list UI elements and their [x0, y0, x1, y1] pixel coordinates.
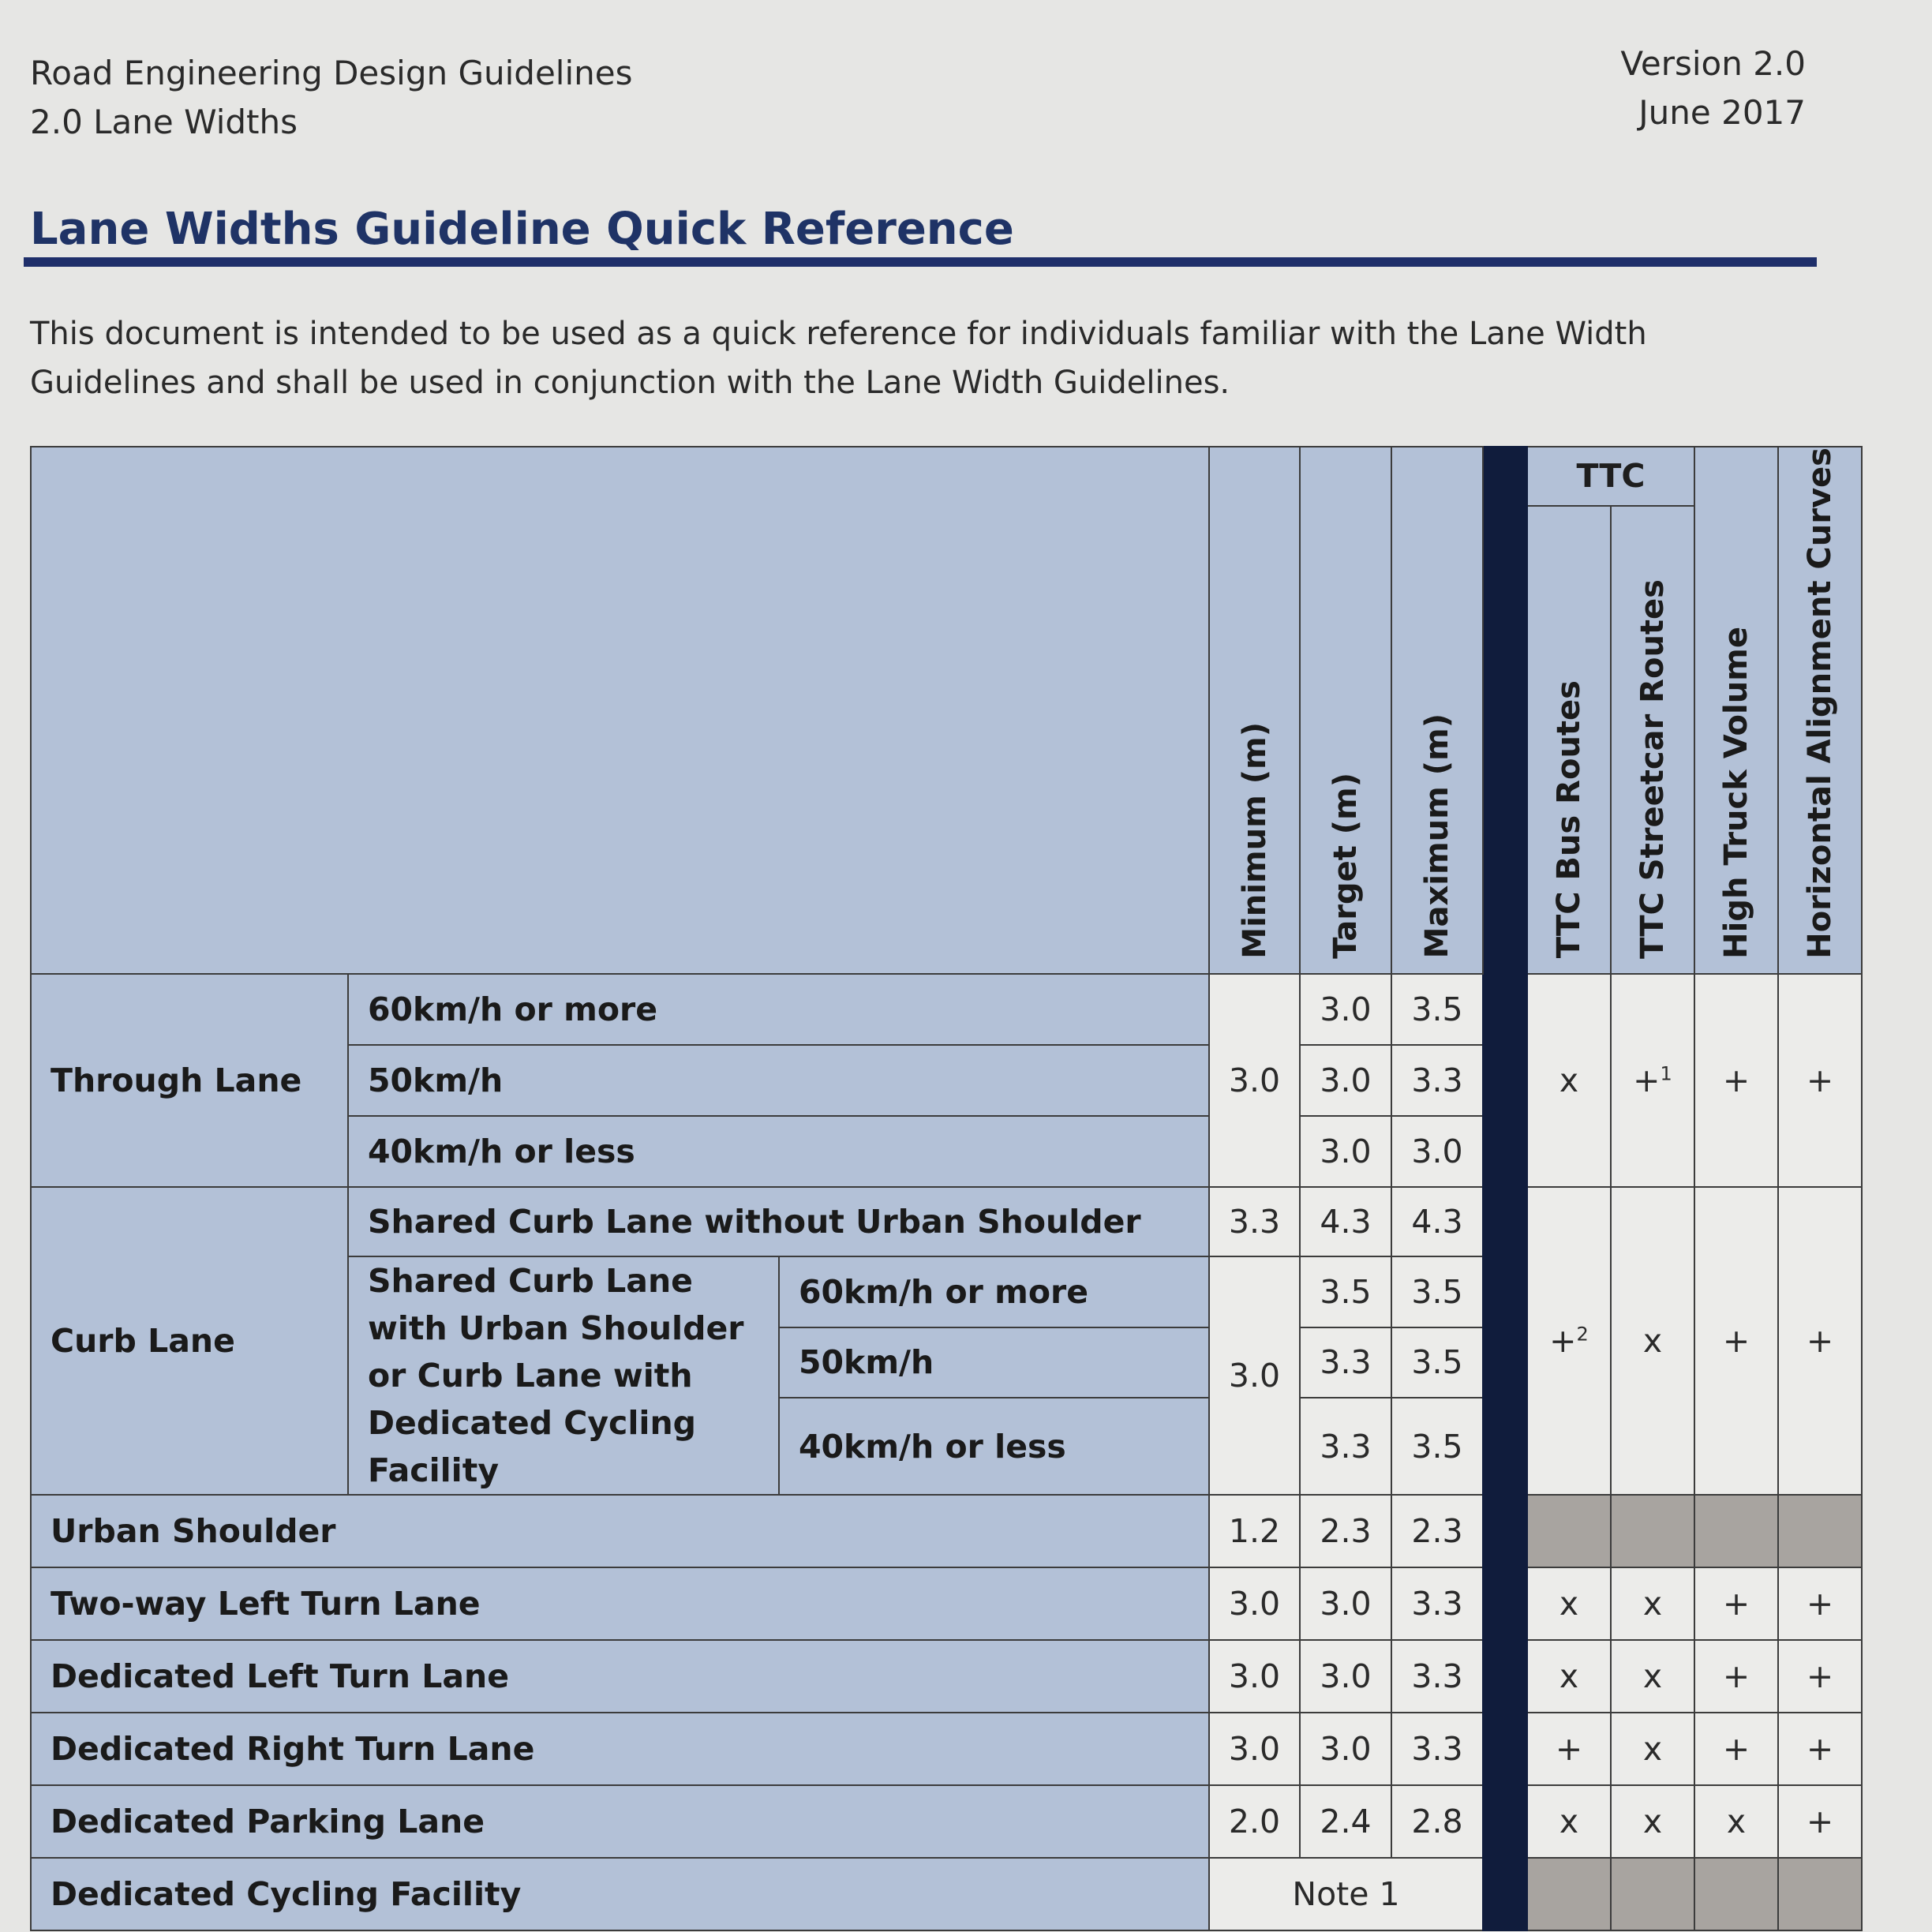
- curb-target: 3.3: [1300, 1327, 1391, 1398]
- urban-shoulder-min: 1.2: [1209, 1495, 1300, 1567]
- curb-speed-label: 50km/h: [779, 1327, 1209, 1398]
- col-minimum: Minimum (m): [1209, 447, 1300, 974]
- lane-width-table: [30, 446, 1863, 1931]
- curb-max: 3.5: [1391, 1256, 1483, 1327]
- row-truck: +: [1694, 1713, 1778, 1785]
- curb-bus: +$^2$: [1527, 1187, 1611, 1495]
- row-curves: +: [1778, 1785, 1862, 1858]
- curb-no-shoulder-min: 3.3: [1209, 1187, 1300, 1256]
- curb-max: 3.5: [1391, 1398, 1483, 1494]
- row-bus: x: [1527, 1785, 1611, 1858]
- curb-speed-label: 60km/h or more: [779, 1256, 1209, 1327]
- col-curves: Horizontal Alignment Curves: [1778, 447, 1862, 974]
- row-min: 2.0: [1209, 1785, 1300, 1858]
- row-streetcar: x: [1611, 1713, 1694, 1785]
- row-max: 3.3: [1391, 1713, 1483, 1785]
- col-bus: TTC Bus Routes: [1527, 506, 1611, 974]
- row-label: Dedicated Parking Lane: [31, 1785, 1209, 1858]
- row-target: 3.0: [1300, 1567, 1391, 1640]
- row-curves: +: [1778, 1640, 1862, 1713]
- through-streetcar: +$^1$: [1611, 974, 1694, 1187]
- curb-truck: +: [1694, 1187, 1778, 1495]
- version-block: [1620, 39, 1806, 137]
- document-header: [30, 49, 632, 147]
- through-max: 3.5: [1391, 974, 1483, 1045]
- curb-speed-label: 40km/h or less: [779, 1398, 1209, 1494]
- row-bus: x: [1527, 1640, 1611, 1713]
- doc-title: Road Engineering Design Guidelines: [30, 54, 633, 92]
- blank-cell: [1778, 1858, 1862, 1930]
- curb-streetcar: x: [1611, 1187, 1694, 1495]
- through-target: 3.0: [1300, 1045, 1391, 1116]
- urban-shoulder-max: 2.3: [1391, 1495, 1483, 1567]
- row-curves: +: [1778, 1567, 1862, 1640]
- blank-cell: [1611, 1495, 1694, 1567]
- blank-cell: [1778, 1495, 1862, 1567]
- row-streetcar: x: [1611, 1567, 1694, 1640]
- curb-curves: +: [1778, 1187, 1862, 1495]
- urban-shoulder-target: 2.3: [1300, 1495, 1391, 1567]
- curb-with-min: 3.0: [1209, 1256, 1300, 1495]
- urban-shoulder-label: Urban Shoulder: [31, 1495, 1209, 1567]
- curb-with-shoulder-label: Shared Curb Lane with Urban Shoulder or Curb Lane with Dedicated Cycling Facility: [348, 1256, 779, 1495]
- through-max: 3.0: [1391, 1116, 1483, 1187]
- cycling-label: Dedicated Cycling Facility: [31, 1858, 1209, 1930]
- row-truck: +: [1694, 1640, 1778, 1713]
- row-max: 3.3: [1391, 1567, 1483, 1640]
- blank-cell: [1527, 1858, 1611, 1930]
- curb-no-shoulder-label: Shared Curb Lane without Urban Shoulder: [348, 1187, 1209, 1256]
- row-group-through-lane: Through Lane: [31, 974, 348, 1187]
- row-streetcar: x: [1611, 1640, 1694, 1713]
- through-target: 3.0: [1300, 1116, 1391, 1187]
- col-truck: High Truck Volume: [1694, 447, 1778, 974]
- row-curves: +: [1778, 1713, 1862, 1785]
- page-title: Lane Widths Guideline Quick Reference: [30, 204, 1014, 255]
- cycling-note: Note 1: [1209, 1858, 1483, 1930]
- row-bus: +: [1527, 1713, 1611, 1785]
- column-separator: [1483, 447, 1527, 1930]
- through-max: 3.3: [1391, 1045, 1483, 1116]
- row-target: 3.0: [1300, 1640, 1391, 1713]
- through-row-label: 40km/h or less: [348, 1116, 1209, 1187]
- through-curves: +: [1778, 974, 1862, 1187]
- row-label: Dedicated Right Turn Lane: [31, 1713, 1209, 1785]
- row-max: 3.3: [1391, 1640, 1483, 1713]
- through-row-label: 60km/h or more: [348, 974, 1209, 1045]
- row-group-curb-lane: Curb Lane: [31, 1187, 348, 1495]
- version-label: Version 2.0: [1620, 44, 1806, 83]
- row-max: 2.8: [1391, 1785, 1483, 1858]
- blank-cell: [1527, 1495, 1611, 1567]
- col-maximum: Maximum (m): [1391, 447, 1483, 974]
- title-rule: [24, 257, 1817, 267]
- row-streetcar: x: [1611, 1785, 1694, 1858]
- row-target: 2.4: [1300, 1785, 1391, 1858]
- curb-no-shoulder-max: 4.3: [1391, 1187, 1483, 1256]
- blank-cell: [1694, 1858, 1778, 1930]
- row-bus: x: [1527, 1567, 1611, 1640]
- header-blank: [31, 447, 1209, 974]
- date-label: June 2017: [1638, 93, 1806, 132]
- row-label: Two-way Left Turn Lane: [31, 1567, 1209, 1640]
- row-min: 3.0: [1209, 1567, 1300, 1640]
- curb-target: 3.5: [1300, 1256, 1391, 1327]
- row-label: Dedicated Left Turn Lane: [31, 1640, 1209, 1713]
- blank-cell: [1694, 1495, 1778, 1567]
- intro-paragraph: This document is intended to be used as a quick reference for individuals familiar with the Lane Width Guidelines and shall be used in conjunction with the Lane Width Guidelines.: [30, 316, 1647, 401]
- blank-cell: [1611, 1858, 1694, 1930]
- row-min: 3.0: [1209, 1713, 1300, 1785]
- row-truck: +: [1694, 1567, 1778, 1640]
- section-label: 2.0 Lane Widths: [30, 103, 298, 141]
- col-group-ttc: TTC: [1527, 447, 1694, 506]
- through-truck: +: [1694, 974, 1778, 1187]
- curb-no-shoulder-target: 4.3: [1300, 1187, 1391, 1256]
- through-bus: x: [1527, 974, 1611, 1187]
- row-truck: x: [1694, 1785, 1778, 1858]
- row-target: 3.0: [1300, 1713, 1391, 1785]
- through-row-label: 50km/h: [348, 1045, 1209, 1116]
- curb-target: 3.3: [1300, 1398, 1391, 1494]
- col-streetcar: TTC Streetcar Routes: [1611, 506, 1694, 974]
- row-min: 3.0: [1209, 1640, 1300, 1713]
- curb-max: 3.5: [1391, 1327, 1483, 1398]
- through-min: 3.0: [1209, 974, 1300, 1187]
- through-target: 3.0: [1300, 974, 1391, 1045]
- col-target: Target (m): [1300, 447, 1391, 974]
